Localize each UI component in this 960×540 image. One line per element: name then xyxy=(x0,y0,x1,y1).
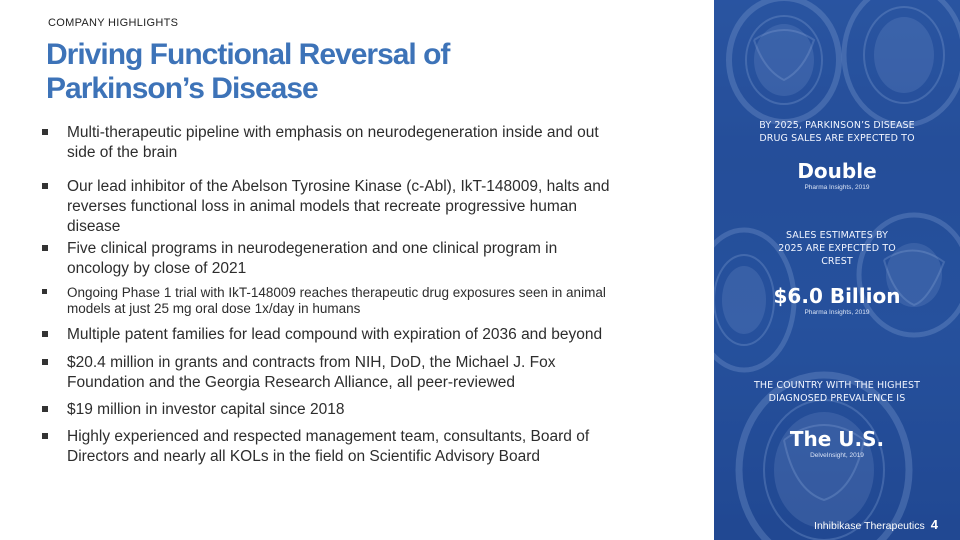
list-item xyxy=(40,353,620,400)
bullet-text: $20.4 million in grants and contracts from NIH, DoD, the Michael J. Fox Foundation and the Georgia Research Alliance, all peer-reviewed xyxy=(67,354,556,391)
slide-footer xyxy=(814,517,938,532)
stat-source: Pharma Insights, 2019 xyxy=(804,184,870,191)
title-line-1: Driving Functional Reversal of xyxy=(46,38,450,71)
page-title xyxy=(46,38,686,106)
page-number: 4 xyxy=(930,517,938,532)
section-label: COMPANY HIGHLIGHTS xyxy=(48,17,179,29)
stat-value: Double xyxy=(797,159,877,183)
stat-sales-growth xyxy=(714,119,960,192)
bullet-text: Ongoing Phase 1 trial with IkT-148009 reaches therapeutic drug exposures seen in animal models at just 25 mg oral dose 1x/day in humans xyxy=(67,285,606,316)
stat-sales-estimate xyxy=(714,229,960,317)
bullet-text: Our lead inhibitor of the Abelson Tyrosine Kinase (c-Abl), IkT-148009, halts and reverses functional loss in animal models that recreate progressive human disease xyxy=(67,178,610,235)
list-item xyxy=(40,177,620,239)
stat-caption: SALES ESTIMATES BY 2025 ARE EXPECTED TO CREST xyxy=(778,230,896,267)
bullet-text: Multi-therapeutic pipeline with emphasis on neurodegeneration inside and out side of the brain xyxy=(67,124,599,161)
bullet-marker xyxy=(42,183,48,189)
stat-prevalence xyxy=(714,379,960,460)
stat-source: DelveInsight, 2019 xyxy=(810,452,864,459)
bullet-marker xyxy=(42,406,48,412)
bullet-marker xyxy=(42,289,47,294)
stat-value: The U.S. xyxy=(789,427,885,451)
stats-sidebar xyxy=(714,0,960,540)
bullet-text: $19 million in investor capital since 2018 xyxy=(67,401,345,418)
title-line-2: Parkinson’s Disease xyxy=(46,72,318,105)
bullet-marker xyxy=(42,245,48,251)
list-item xyxy=(40,400,620,427)
bullet-marker xyxy=(42,331,48,337)
bullet-text: Highly experienced and respected management team, consultants, Board of Directors and nearly all KOLs in the field on Scientific Advisory Board xyxy=(67,428,590,465)
company-name: Inhibikase Therapeutics xyxy=(814,520,925,532)
list-item xyxy=(40,285,620,325)
stat-source: Pharma Insights, 2019 xyxy=(804,309,870,316)
list-item xyxy=(40,123,620,177)
bullet-marker xyxy=(42,433,48,439)
stat-caption: THE COUNTRY WITH THE HIGHEST DIAGNOSED PREVALENCE IS xyxy=(754,380,920,404)
list-item xyxy=(40,325,620,353)
bullet-text: Five clinical programs in neurodegeneration and one clinical program in oncology by close of 2021 xyxy=(67,240,558,277)
bullet-marker xyxy=(42,129,48,135)
bullet-marker xyxy=(42,359,48,365)
stat-value: $6.0 Billion xyxy=(773,284,901,308)
bullet-text: Multiple patent families for lead compound with expiration of 2036 and beyond xyxy=(67,326,603,343)
stat-caption: BY 2025, PARKINSON’S DISEASE DRUG SALES ARE EXPECTED TO xyxy=(759,120,915,144)
highlights-list xyxy=(40,123,620,467)
list-item xyxy=(40,427,620,467)
list-item xyxy=(40,239,620,285)
